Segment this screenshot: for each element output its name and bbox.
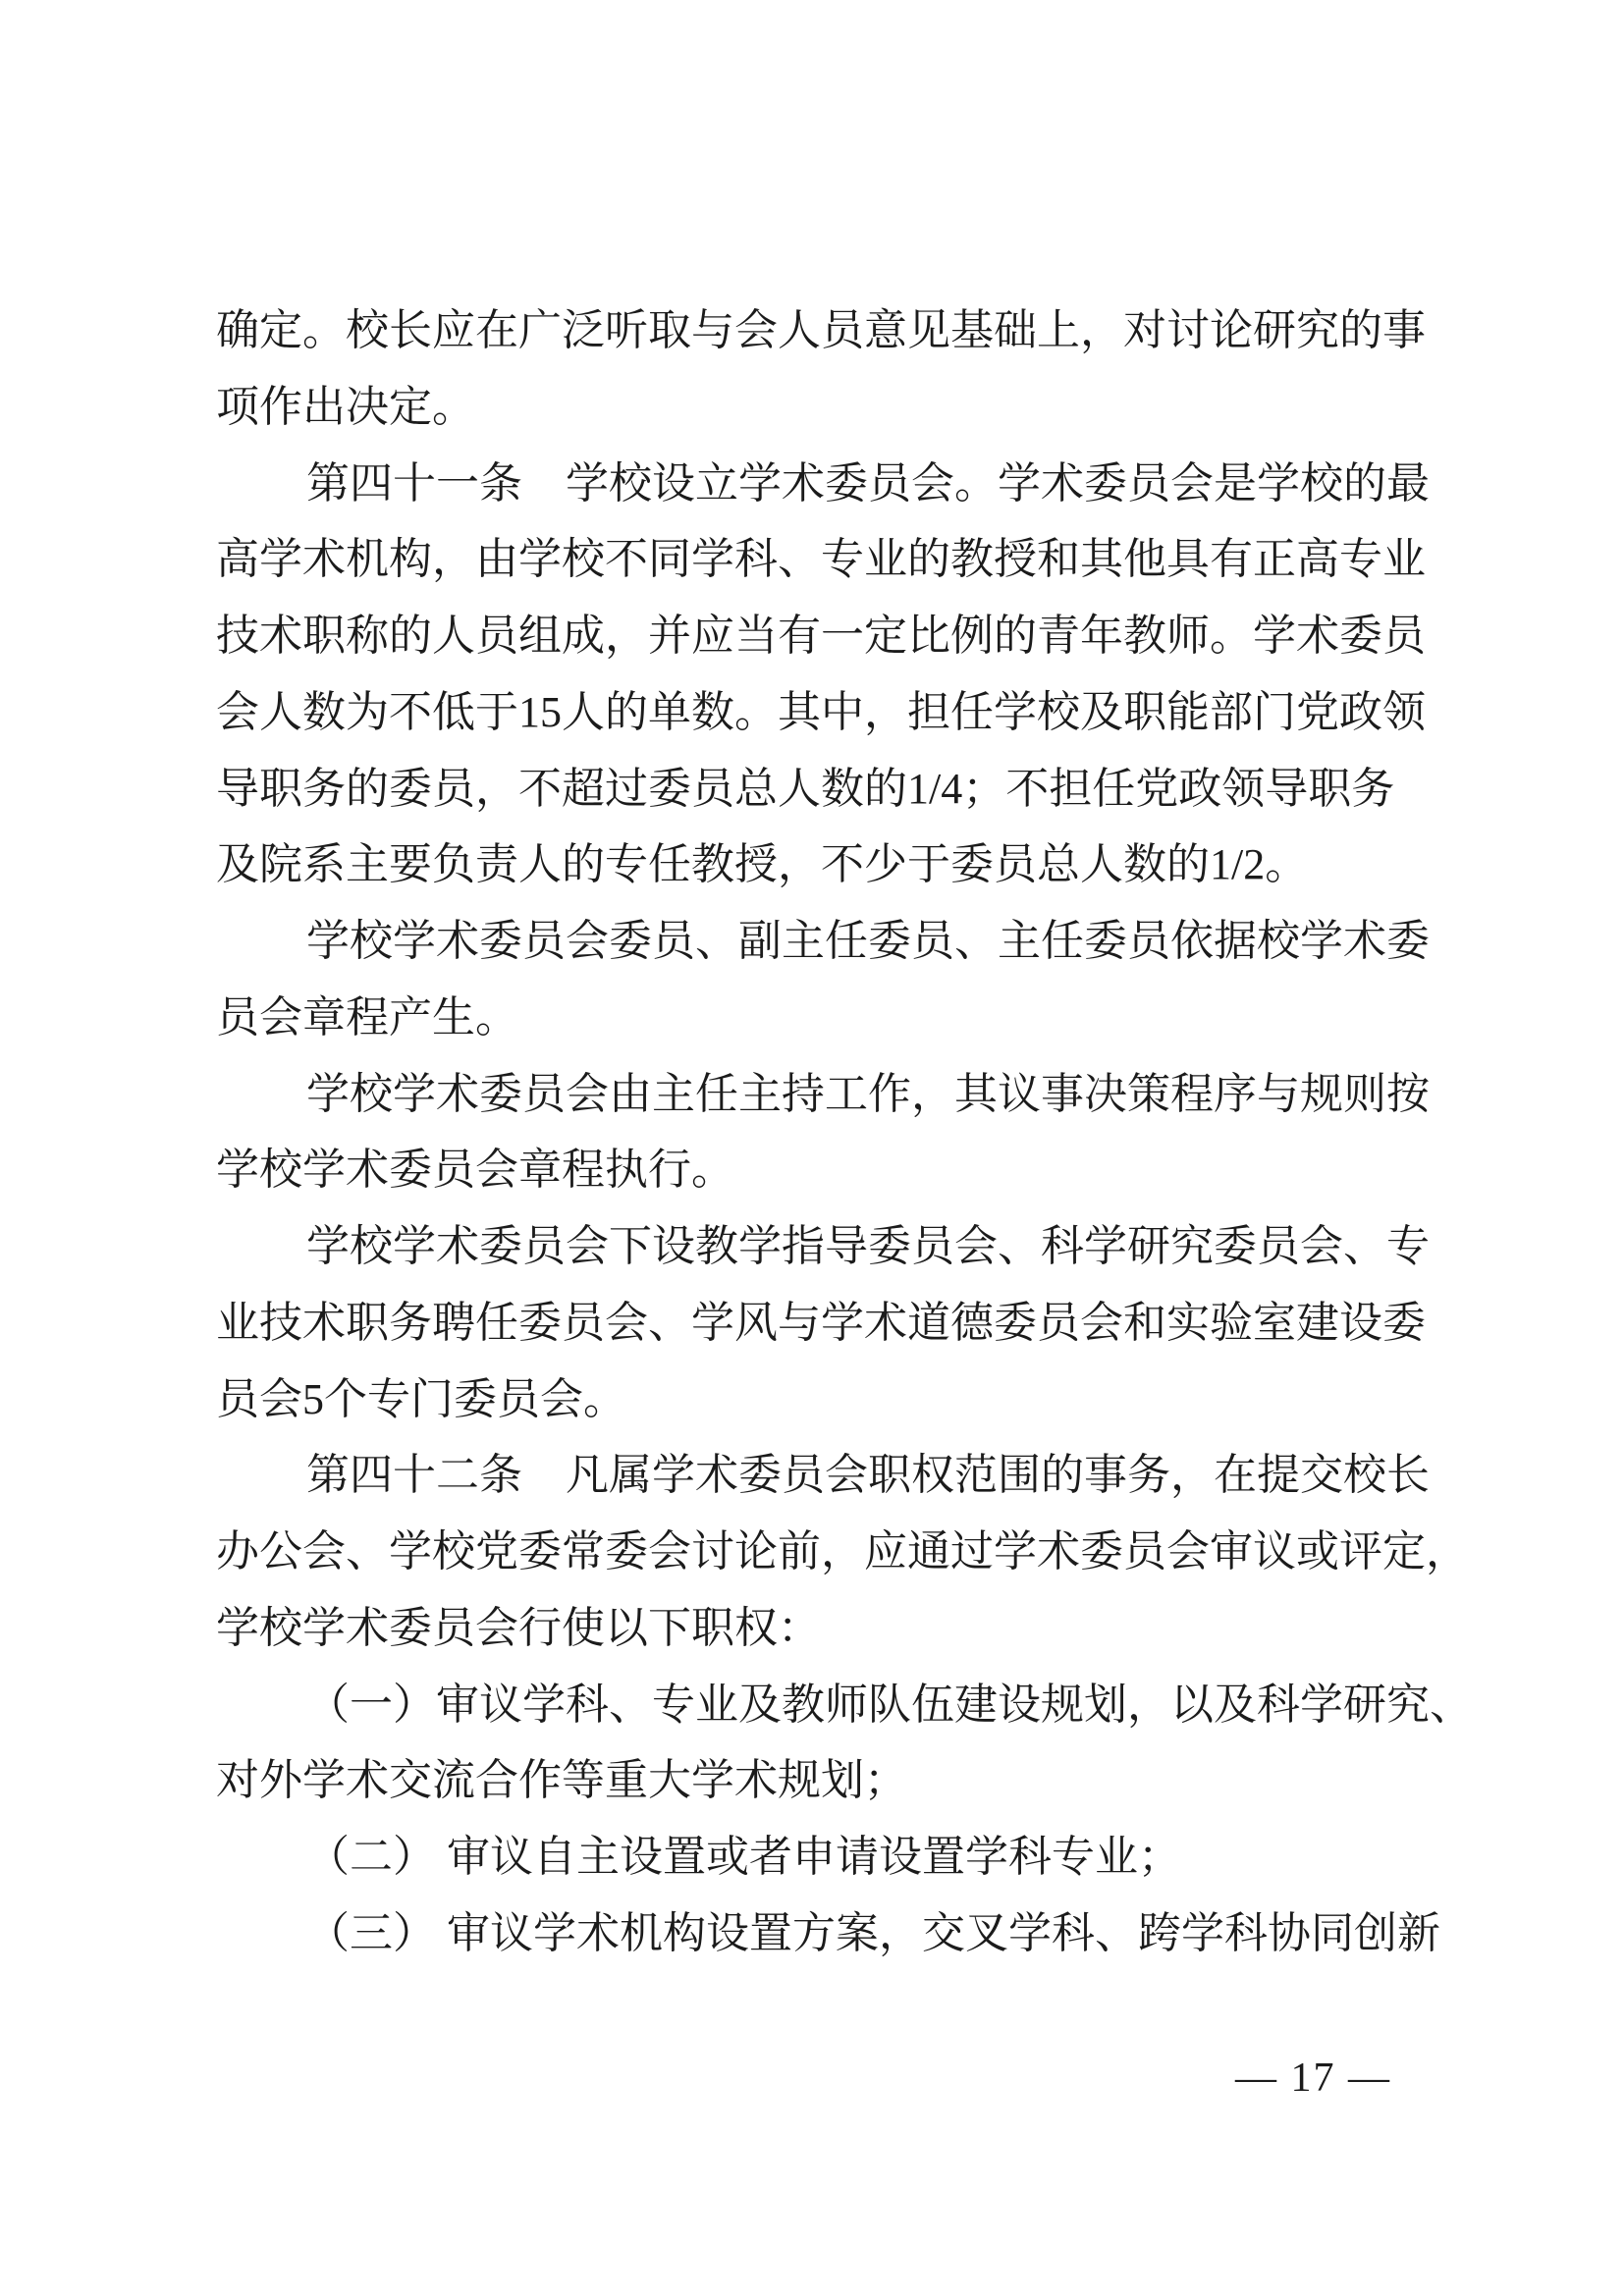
text-line: 会人数为不低于15人的单数。其中，担任学校及职能部门党政领 (216, 687, 1426, 736)
text-line: 技术职称的人员组成，并应当有一定比例的青年教师。学术委员 (216, 612, 1426, 660)
text-line: 高学术机构，由学校不同学科、专业的教授和其他具有正高专业 (216, 535, 1426, 584)
text-line-article-42: 第四十二条 凡属学术委员会职权范围的事务，在提交校长 (306, 1451, 1430, 1500)
text-line: 对外学术交流合作等重大学术规划； (216, 1756, 907, 1805)
text-line: 员会章程产生。 (216, 992, 518, 1041)
page-number: — 17 — (1235, 2056, 1391, 2101)
text-line: 学校学术委员会章程执行。 (216, 1146, 734, 1195)
text-line-item-2: （二） 审议自主设置或者申请设置学科专业； (306, 1833, 1181, 1881)
document-text-block (216, 293, 1473, 1972)
text-line-item-1: （一）审议学科、专业及教师队伍建设规划，以及科学研究、 (306, 1680, 1473, 1729)
text-line-article-41: 第四十一条 学校设立学术委员会。学术委员会是学校的最 (306, 458, 1430, 507)
text-line: 学校学术委员会委员、副主任委员、主任委员依据校学术委 (306, 917, 1430, 965)
text-line: 确定。校长应在广泛听取与会人员意见基础上，对讨论研究的事 (216, 306, 1426, 354)
text-line-item-3: （三） 审议学术机构设置方案，交叉学科、跨学科协同创新 (306, 1908, 1440, 1957)
text-line: 项作出决定。 (216, 382, 475, 431)
text-line: 导职务的委员，不超过委员总人数的1/4；不担任党政领导职务 (216, 764, 1395, 813)
text-line: 学校学术委员会下设教学指导委员会、科学研究委员会、专 (306, 1222, 1430, 1270)
text-line: 及院系主要负责人的专任教授，不少于委员总人数的1/2。 (216, 840, 1309, 889)
text-line: 学校学术委员会由主任主持工作，其议事决策程序与规则按 (306, 1069, 1430, 1118)
text-line: 员会5个专门委员会。 (216, 1374, 626, 1423)
text-line: 业技术职务聘任委员会、学风与学术道德委员会和实验室建设委 (216, 1298, 1426, 1347)
text-line: 学校学术委员会行使以下职权： (216, 1603, 821, 1652)
text-line: 办公会、学校党委常委会讨论前，应通过学术委员会审议或评定， (216, 1527, 1469, 1575)
